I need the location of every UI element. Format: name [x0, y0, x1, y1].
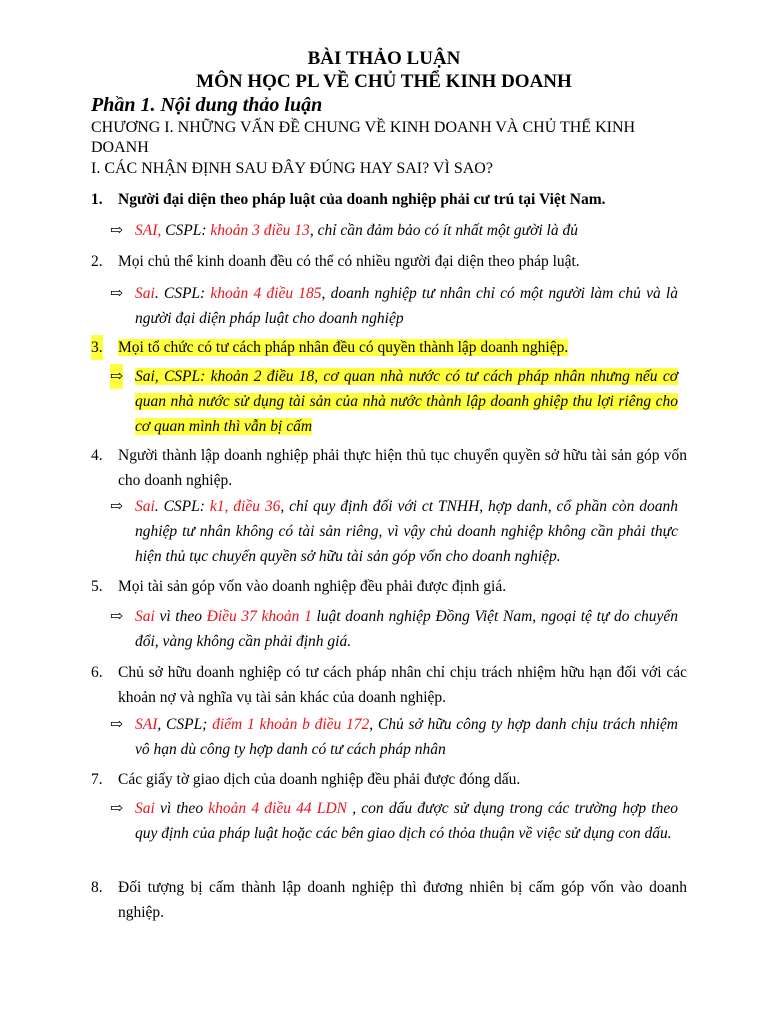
question-item-7 — [91, 767, 687, 792]
answer-legal-reference: khoản 4 điều 44 LDN — [208, 800, 347, 817]
question-text: Mọi tổ chức có tư cách pháp nhân đều có quyền thành lập doanh nghiệp. — [118, 339, 569, 356]
question-text: Chủ sở hữu doanh nghiệp có tư cách pháp nhân chỉ chịu trách nhiệm hữu hạn đối với các khoản nợ và nghĩa vụ tài sản khác của doanh nghiệp. — [118, 664, 687, 706]
arrow-right-icon: ⇨ — [110, 498, 123, 515]
answer-item-3 — [110, 364, 678, 439]
arrow-right-icon: ⇨ — [110, 222, 123, 239]
question-text: Mọi tài sản góp vốn vào doanh nghiệp đều phải được định giá. — [118, 578, 507, 595]
answer-verdict: Sai — [135, 800, 155, 817]
answer-item-6 — [110, 712, 678, 762]
answer-legal-reference: k1, điều 36 — [209, 498, 281, 515]
answer-label: CSPL: — [161, 222, 211, 239]
question-number: 1. — [91, 191, 103, 208]
question-number: 3. — [91, 335, 103, 360]
question-number: 8. — [91, 879, 103, 896]
answer-explanation: luật doanh nghiệp Đồng Việt Nam, ngoại tệ tự do chuyển đổi, vàng không cần phải định giá. — [135, 608, 679, 650]
document-title: BÀI THẢO LUẬN — [307, 48, 461, 69]
answer-legal-reference: Điều 37 khoản 1 — [206, 608, 312, 625]
chapter-heading: CHƯƠNG I. NHỮNG VẤN ĐỀ CHUNG VỀ KINH DOANH VÀ CHỦ THỂ KINH DOANH — [91, 119, 636, 156]
part-heading: Phần 1. Nội dung thảo luận — [91, 94, 323, 116]
question-item-4 — [91, 443, 687, 493]
answer-explanation: , doanh nghiệp tư nhân chỉ có một người làm chủ và là người đại diện pháp luật cho doanh nghiệp — [135, 285, 678, 327]
question-number: 6. — [91, 664, 103, 681]
question-text: Đối tượng bị cấm thành lập doanh nghiệp thì đương nhiên bị cấm góp vốn vào doanh nghiệp. — [118, 879, 687, 921]
answer-item-5 — [110, 604, 678, 654]
answer-explanation: , chỉ quy định đối với ct TNHH, hợp danh, cổ phần còn doanh nghiệp tư nhân không có tài sản riêng, vì vậy chủ doanh nghiệp không cần phải thực hiện thủ tục chuyển quyền sở hữu tài sản góp vốn cho doanh nghiệp. — [135, 498, 678, 565]
answer-verdict: SAI — [135, 716, 158, 733]
question-text: Người đại diện theo pháp luật của doanh nghiệp phải cư trú tại Việt Nam. — [118, 191, 606, 208]
answer-text: Sai, CSPL: khoản 2 điều 18, cơ quan nhà nước có tư cách pháp nhân nhưng nếu cơ quan nhà nước sử dụng tài sản của nhà nước thành lập doanh ghiệp thu lợi riêng cho cơ quan mình thì vẫn bị cấm — [135, 368, 678, 435]
arrow-right-icon: ⇨ — [110, 285, 123, 302]
answer-explanation: , chỉ cần đảm bảo có ít nhất một gười là đủ — [309, 222, 578, 239]
answer-label: vì theo — [154, 800, 209, 817]
answer-verdict: SAI, — [135, 222, 162, 239]
answer-verdict: Sai — [135, 608, 155, 625]
question-number: 2. — [91, 253, 103, 270]
arrow-right-icon: ⇨ — [110, 800, 123, 817]
question-item-2 — [91, 249, 687, 274]
answer-item-1 — [110, 218, 678, 243]
question-item-6 — [91, 660, 687, 710]
course-title: MÔN HỌC PL VỀ CHỦ THỂ KINH DOANH — [196, 71, 572, 92]
answer-explanation: , con dấu được sử dụng trong các trường hợp theo quy định của pháp luật hoặc các bên giao dịch có thỏa thuận về việc sử dụng con dấu. — [135, 800, 678, 842]
arrow-right-icon: ⇨ — [110, 608, 123, 625]
section-heading: I. CÁC NHẬN ĐỊNH SAU ĐÂY ĐÚNG HAY SAI? VÌ SAO? — [91, 160, 493, 177]
answer-legal-reference: khoản 3 điều 13 — [210, 222, 310, 239]
answer-item-7 — [110, 796, 678, 846]
answer-legal-reference: điểm 1 khoản b điều 172 — [212, 716, 370, 733]
question-text: Mọi chủ thể kinh doanh đều có thể có nhiều người đại diện theo pháp luật. — [118, 253, 580, 270]
question-number: 4. — [91, 447, 103, 464]
question-number: 5. — [91, 578, 103, 595]
answer-verdict: Sai — [135, 285, 155, 302]
question-item-5 — [91, 574, 687, 599]
answer-label: . CSPL: — [154, 498, 210, 515]
question-item-1 — [91, 187, 687, 212]
answer-legal-reference: khoản 4 điều 185 — [210, 285, 322, 302]
answer-item-2 — [110, 281, 678, 331]
arrow-right-icon: ⇨ — [110, 364, 123, 389]
question-text: Người thành lập doanh nghiệp phải thực hiện thủ tục chuyển quyền sở hữu tài sản góp vốn cho doanh nghiệp. — [118, 447, 687, 489]
answer-label: , CSPL; — [157, 716, 213, 733]
question-item-8 — [91, 875, 687, 925]
question-item-3 — [91, 335, 687, 360]
arrow-right-icon: ⇨ — [110, 716, 123, 733]
answer-explanation: , Chủ sở hữu công ty hợp danh chịu trách nhiệm vô hạn dù công ty hợp danh có tư cách pháp nhân — [135, 716, 679, 758]
answer-item-4 — [110, 494, 678, 569]
answer-verdict: Sai — [135, 498, 155, 515]
answer-label: . CSPL: — [154, 285, 211, 302]
question-text: Các giấy tờ giao dịch của doanh nghiệp đều phải được đóng dấu. — [118, 771, 521, 788]
question-number: 7. — [91, 771, 103, 788]
answer-label: vì theo — [154, 608, 207, 625]
